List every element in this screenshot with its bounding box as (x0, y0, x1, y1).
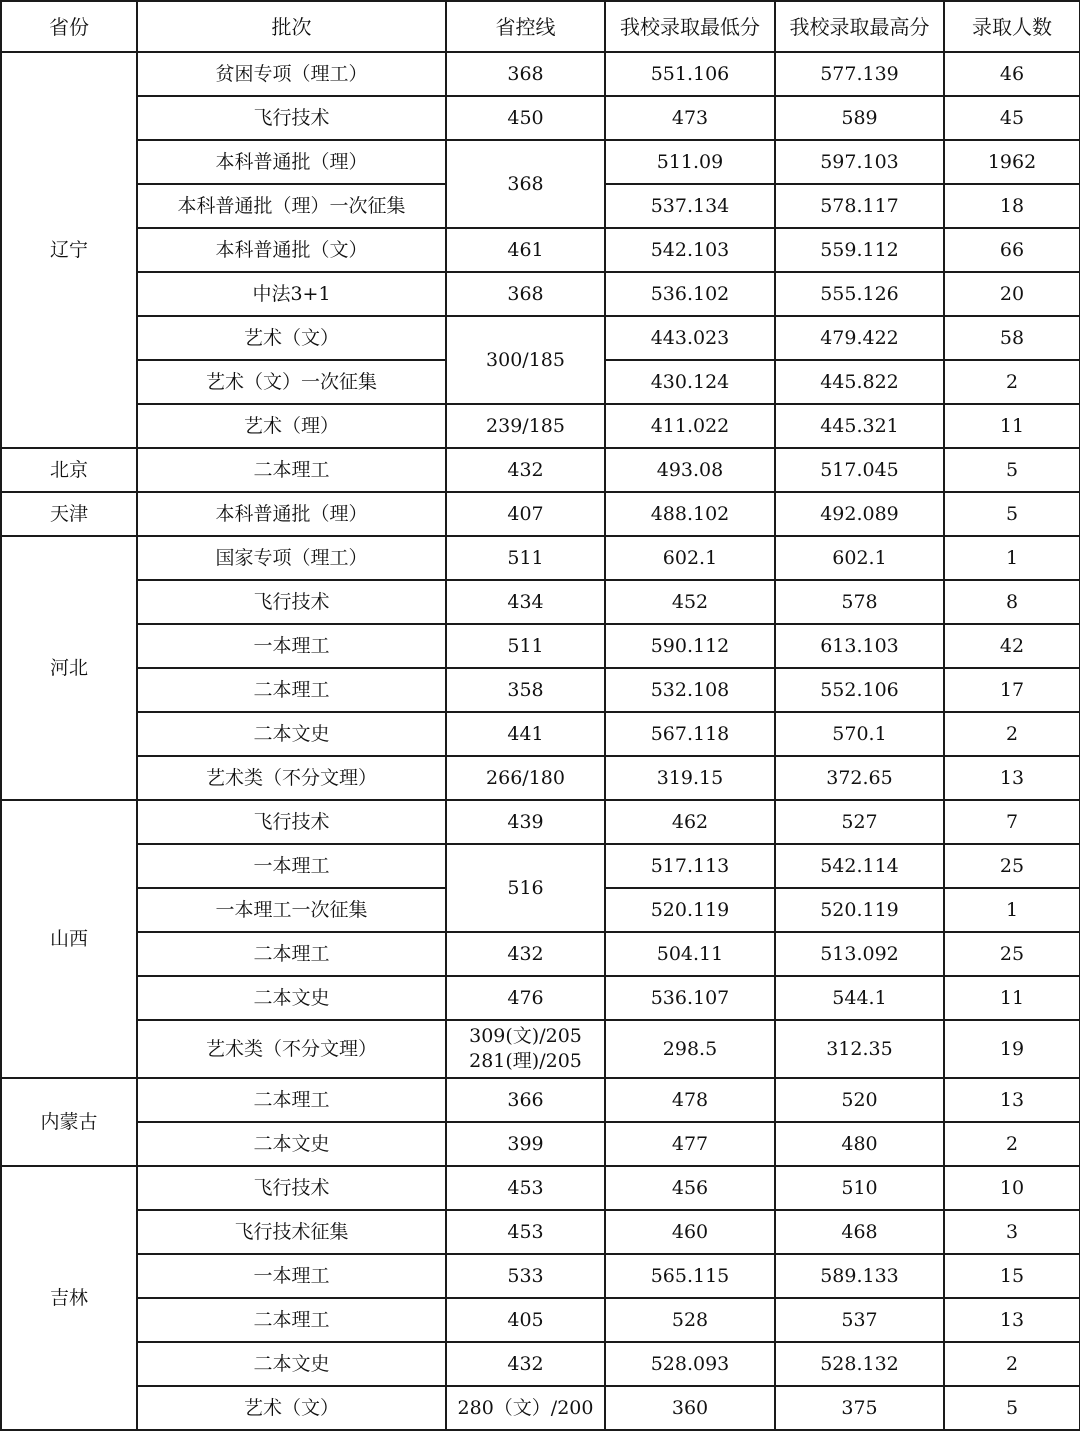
control-line-value: 309(文)/205 (469, 1025, 582, 1047)
batch-cell: 二本文史 (137, 712, 446, 756)
province-cell: 吉林 (1, 1166, 137, 1430)
batch-cell: 一本理工一次征集 (137, 888, 446, 932)
max-score-cell: 552.106 (775, 668, 944, 712)
admitted-count-cell: 17 (944, 668, 1080, 712)
max-score-cell: 577.139 (775, 52, 944, 96)
control-line-cell: 368 (446, 140, 605, 228)
table-row (1, 624, 1080, 668)
table-body (1, 52, 1080, 1430)
province-cell: 内蒙古 (1, 1078, 137, 1166)
max-score-cell: 375 (775, 1386, 944, 1430)
control-line-cell: 266/180 (446, 756, 605, 800)
min-score-cell: 532.108 (605, 668, 775, 712)
min-score-cell: 477 (605, 1122, 775, 1166)
batch-cell: 飞行技术 (137, 800, 446, 844)
table-row (1, 96, 1080, 140)
batch-cell: 本科普通批（理） (137, 140, 446, 184)
min-score-cell: 462 (605, 800, 775, 844)
table-row (1, 1210, 1080, 1254)
max-score-cell: 528.132 (775, 1342, 944, 1386)
batch-cell: 艺术（理） (137, 404, 446, 448)
min-score-cell: 319.15 (605, 756, 775, 800)
control-line-cell: 366 (446, 1078, 605, 1122)
admitted-count-cell: 2 (944, 1342, 1080, 1386)
min-score-cell: 298.5 (605, 1020, 775, 1078)
batch-cell: 飞行技术 (137, 1166, 446, 1210)
control-line-cell: 300/185 (446, 316, 605, 404)
control-line-cell: 450 (446, 96, 605, 140)
batch-cell: 一本理工 (137, 844, 446, 888)
header-row (1, 1, 1080, 52)
control-line-cell: 434 (446, 580, 605, 624)
batch-cell: 艺术（文）一次征集 (137, 360, 446, 404)
table-row (1, 1386, 1080, 1430)
max-score-cell: 578 (775, 580, 944, 624)
batch-cell: 艺术类（不分文理） (137, 756, 446, 800)
admitted-count-cell: 25 (944, 932, 1080, 976)
max-score-cell: 513.092 (775, 932, 944, 976)
min-score-cell: 443.023 (605, 316, 775, 360)
min-score-cell: 478 (605, 1078, 775, 1122)
table-row (1, 492, 1080, 536)
header-admitted-count: 录取人数 (944, 1, 1080, 52)
admitted-count-cell: 1 (944, 888, 1080, 932)
max-score-cell: 578.117 (775, 184, 944, 228)
min-score-cell: 411.022 (605, 404, 775, 448)
control-line-cell: 280（文）/200 (446, 1386, 605, 1430)
table-row (1, 536, 1080, 580)
admitted-count-cell: 20 (944, 272, 1080, 316)
admitted-count-cell: 45 (944, 96, 1080, 140)
admitted-count-cell: 13 (944, 1078, 1080, 1122)
max-score-cell: 468 (775, 1210, 944, 1254)
province-cell: 北京 (1, 448, 137, 492)
min-score-cell: 456 (605, 1166, 775, 1210)
province-cell: 山西 (1, 800, 137, 1078)
control-line-cell: 441 (446, 712, 605, 756)
control-line-cell: 405 (446, 1298, 605, 1342)
control-line-cell: 239/185 (446, 404, 605, 448)
admitted-count-cell: 15 (944, 1254, 1080, 1298)
admitted-count-cell: 7 (944, 800, 1080, 844)
batch-cell: 艺术（文） (137, 1386, 446, 1430)
admitted-count-cell: 11 (944, 404, 1080, 448)
min-score-cell: 528 (605, 1298, 775, 1342)
batch-cell: 艺术（文） (137, 316, 446, 360)
admitted-count-cell: 8 (944, 580, 1080, 624)
min-score-cell: 537.134 (605, 184, 775, 228)
batch-cell: 二本文史 (137, 1342, 446, 1386)
min-score-cell: 517.113 (605, 844, 775, 888)
admitted-count-cell: 5 (944, 492, 1080, 536)
admitted-count-cell: 42 (944, 624, 1080, 668)
max-score-cell: 517.045 (775, 448, 944, 492)
control-line-cell: 432 (446, 1342, 605, 1386)
control-line-cell: 432 (446, 932, 605, 976)
control-line-cell: 453 (446, 1166, 605, 1210)
batch-cell: 本科普通批（理）一次征集 (137, 184, 446, 228)
min-score-cell: 488.102 (605, 492, 775, 536)
batch-cell: 本科普通批（理） (137, 492, 446, 536)
min-score-cell: 567.118 (605, 712, 775, 756)
min-score-cell: 452 (605, 580, 775, 624)
max-score-cell: 480 (775, 1122, 944, 1166)
control-line-cell: 511 (446, 624, 605, 668)
batch-cell: 飞行技术 (137, 96, 446, 140)
table-row (1, 1078, 1080, 1122)
batch-cell: 中法3+1 (137, 272, 446, 316)
control-line-cell: 368 (446, 272, 605, 316)
control-line-cell: 476 (446, 976, 605, 1020)
admitted-count-cell: 5 (944, 1386, 1080, 1430)
admitted-count-cell: 1 (944, 536, 1080, 580)
admitted-count-cell: 2 (944, 360, 1080, 404)
min-score-cell: 528.093 (605, 1342, 775, 1386)
max-score-cell: 492.089 (775, 492, 944, 536)
control-line-cell: 461 (446, 228, 605, 272)
table-row (1, 140, 1080, 184)
max-score-cell: 570.1 (775, 712, 944, 756)
table-row (1, 756, 1080, 800)
max-score-cell: 559.112 (775, 228, 944, 272)
control-line-cell: 453 (446, 1210, 605, 1254)
min-score-cell: 551.106 (605, 52, 775, 96)
admitted-count-cell: 66 (944, 228, 1080, 272)
batch-cell: 国家专项（理工） (137, 536, 446, 580)
control-line-cell: 511 (446, 536, 605, 580)
table-row (1, 1020, 1080, 1078)
control-line-cell: 399 (446, 1122, 605, 1166)
province-cell: 辽宁 (1, 52, 137, 448)
admitted-count-cell: 19 (944, 1020, 1080, 1078)
admitted-count-cell: 25 (944, 844, 1080, 888)
min-score-cell: 536.102 (605, 272, 775, 316)
batch-cell: 飞行技术征集 (137, 1210, 446, 1254)
header-min-score: 我校录取最低分 (605, 1, 775, 52)
batch-cell: 二本文史 (137, 1122, 446, 1166)
max-score-cell: 555.126 (775, 272, 944, 316)
min-score-cell: 460 (605, 1210, 775, 1254)
batch-cell: 二本理工 (137, 1298, 446, 1342)
table-row (1, 1342, 1080, 1386)
admitted-count-cell: 10 (944, 1166, 1080, 1210)
control-line-cell (446, 1020, 605, 1078)
max-score-cell: 479.422 (775, 316, 944, 360)
max-score-cell: 597.103 (775, 140, 944, 184)
batch-cell: 本科普通批（文） (137, 228, 446, 272)
table-row (1, 316, 1080, 360)
max-score-cell: 372.65 (775, 756, 944, 800)
admitted-count-cell: 46 (944, 52, 1080, 96)
table-row (1, 844, 1080, 888)
admitted-count-cell: 5 (944, 448, 1080, 492)
table-row (1, 800, 1080, 844)
max-score-cell: 589.133 (775, 1254, 944, 1298)
admitted-count-cell: 11 (944, 976, 1080, 1020)
max-score-cell: 312.35 (775, 1020, 944, 1078)
admitted-count-cell: 58 (944, 316, 1080, 360)
min-score-cell: 493.08 (605, 448, 775, 492)
table-header (1, 1, 1080, 52)
control-line-value: 281(理)/205 (469, 1050, 582, 1072)
min-score-cell: 520.119 (605, 888, 775, 932)
header-batch: 批次 (137, 1, 446, 52)
table-row (1, 1254, 1080, 1298)
control-line-cell: 516 (446, 844, 605, 932)
header-province: 省份 (1, 1, 137, 52)
max-score-cell: 510 (775, 1166, 944, 1210)
control-line-cell: 439 (446, 800, 605, 844)
max-score-cell: 537 (775, 1298, 944, 1342)
admitted-count-cell: 2 (944, 1122, 1080, 1166)
max-score-cell: 602.1 (775, 536, 944, 580)
control-line-cell: 368 (446, 52, 605, 96)
table-row (1, 932, 1080, 976)
header-control-line: 省控线 (446, 1, 605, 52)
batch-cell: 艺术类（不分文理） (137, 1020, 446, 1078)
batch-cell: 二本理工 (137, 448, 446, 492)
min-score-cell: 542.103 (605, 228, 775, 272)
batch-cell: 一本理工 (137, 1254, 446, 1298)
max-score-cell: 520 (775, 1078, 944, 1122)
table-row (1, 1166, 1080, 1210)
max-score-cell: 542.114 (775, 844, 944, 888)
table-row (1, 668, 1080, 712)
min-score-cell: 473 (605, 96, 775, 140)
min-score-cell: 430.124 (605, 360, 775, 404)
min-score-cell: 360 (605, 1386, 775, 1430)
max-score-cell: 445.822 (775, 360, 944, 404)
table-row (1, 1298, 1080, 1342)
batch-cell: 一本理工 (137, 624, 446, 668)
table-row (1, 976, 1080, 1020)
max-score-cell: 613.103 (775, 624, 944, 668)
admitted-count-cell: 2 (944, 712, 1080, 756)
table-row (1, 1122, 1080, 1166)
batch-cell: 二本理工 (137, 668, 446, 712)
batch-cell: 二本理工 (137, 1078, 446, 1122)
admitted-count-cell: 3 (944, 1210, 1080, 1254)
max-score-cell: 527 (775, 800, 944, 844)
max-score-cell: 544.1 (775, 976, 944, 1020)
control-line-cell: 533 (446, 1254, 605, 1298)
batch-cell: 二本理工 (137, 932, 446, 976)
min-score-cell: 590.112 (605, 624, 775, 668)
control-line-cell: 358 (446, 668, 605, 712)
table-row (1, 712, 1080, 756)
min-score-cell: 602.1 (605, 536, 775, 580)
min-score-cell: 504.11 (605, 932, 775, 976)
table-row (1, 404, 1080, 448)
control-line-cell: 432 (446, 448, 605, 492)
max-score-cell: 520.119 (775, 888, 944, 932)
table-row (1, 52, 1080, 96)
batch-cell: 二本文史 (137, 976, 446, 1020)
batch-cell: 飞行技术 (137, 580, 446, 624)
province-cell: 河北 (1, 536, 137, 800)
control-line-cell: 407 (446, 492, 605, 536)
min-score-cell: 536.107 (605, 976, 775, 1020)
max-score-cell: 445.321 (775, 404, 944, 448)
batch-cell: 贫困专项（理工） (137, 52, 446, 96)
admitted-count-cell: 18 (944, 184, 1080, 228)
min-score-cell: 565.115 (605, 1254, 775, 1298)
header-max-score: 我校录取最高分 (775, 1, 944, 52)
admitted-count-cell: 13 (944, 1298, 1080, 1342)
table-row (1, 272, 1080, 316)
table-row (1, 580, 1080, 624)
table-row (1, 448, 1080, 492)
min-score-cell: 511.09 (605, 140, 775, 184)
max-score-cell: 589 (775, 96, 944, 140)
province-cell: 天津 (1, 492, 137, 536)
admitted-count-cell: 1962 (944, 140, 1080, 184)
admitted-count-cell: 13 (944, 756, 1080, 800)
table-row (1, 228, 1080, 272)
